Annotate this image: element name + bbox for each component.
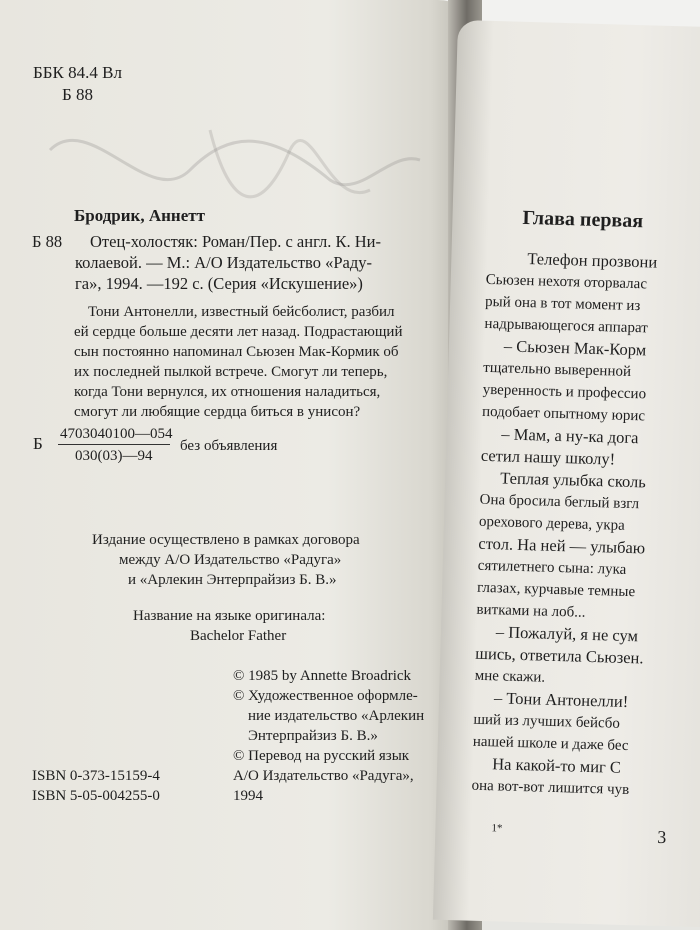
text-line: орехового дерева, укра <box>478 513 626 534</box>
annotation-line: ей сердце больше десяти лет назад. Подрастающий <box>74 324 403 340</box>
biblio-line-2: колаевой. — М.: А/О Издательство «Раду- <box>75 253 372 272</box>
original-title: Bachelor Father <box>190 628 287 644</box>
copyright-line: ние издательство «Арлекин <box>248 708 425 724</box>
text-line: На какой-то миг С <box>491 754 622 777</box>
bbk-index: Б 88 <box>62 85 94 104</box>
isbn-line: ISBN 5-05-004255-0 <box>32 788 160 804</box>
original-title-label: Название на языке оригинала: <box>133 608 326 624</box>
code-numerator: 4703040100—054 <box>60 426 173 442</box>
author-mark: Б 88 <box>32 232 63 251</box>
text-line: нашей школе и даже бес <box>472 733 629 755</box>
text-line: она вот-вот лишится чув <box>471 777 630 799</box>
annotation-line: Тони Антонелли, известный бейсболист, разбил <box>88 304 395 320</box>
text-line: надрывающегося аппарат <box>484 315 648 337</box>
isbn-line: ISBN 0-373-15159-4 <box>32 768 160 784</box>
page-number: 3 <box>656 826 667 848</box>
text-line: ший из лучших бейсбо <box>473 711 621 732</box>
chapter-title: Глава первая <box>522 206 644 233</box>
text-line: стол. На ней — улыбаю <box>478 533 646 558</box>
text-line: витками на лоб... <box>476 601 586 621</box>
text-line: Сьюзен нехотя оторвалас <box>485 271 648 293</box>
text-line: мне скажи. <box>474 667 546 686</box>
contract-line: и «Арлекин Энтерпрайзиз Б. В.» <box>128 572 337 588</box>
bbk-code: ББК 84.4 Вл <box>33 63 122 82</box>
copyright-line: © 1985 by Annette Broadrick <box>233 668 412 684</box>
text-line: Телефон прозвони <box>527 249 658 272</box>
text-line: – Тони Антонелли! <box>493 688 629 712</box>
copyright-line: © Перевод на русский язык <box>233 748 410 764</box>
copyright-line: 1994 <box>233 788 263 804</box>
copyright-line: Энтерпрайзиз Б. В.» <box>248 728 378 744</box>
text-line: рый она в тот момент из <box>484 293 641 315</box>
price-note: без объявления <box>180 438 278 454</box>
text-line: – Пожалуй, я не сум <box>495 622 639 646</box>
text-line: шись, ответила Сьюзен. <box>475 643 644 668</box>
text-line: – Сьюзен Мак-Корм <box>503 336 647 360</box>
annotation-line: смогут ли любящие сердца биться в унисон? <box>74 404 361 420</box>
author-heading: Бродрик, Аннетт <box>74 206 205 225</box>
copyright-line: © Художественное оформле- <box>233 688 418 704</box>
contract-line: Издание осуществлено в рамках договора <box>92 532 360 548</box>
code-denominator: 030(03)—94 <box>75 448 153 464</box>
biblio-line-1: Отец-холостяк: Роман/Пер. с англ. К. Ни- <box>90 232 381 251</box>
text-line: Она бросила беглый взгл <box>479 491 640 513</box>
text-line: сятилетнего сына: лука <box>477 557 627 578</box>
contract-line: между А/О Издательство «Радуга» <box>119 552 342 568</box>
copyright-line: А/О Издательство «Радуга», <box>233 768 414 784</box>
text-line: подобает опытному юрис <box>481 403 646 425</box>
text-line: Теплая улыбка сколь <box>499 468 647 492</box>
annotation-line: когда Тони вернулся, их отношения наладиться, <box>74 384 381 400</box>
text-line: глазах, курчавые темные <box>476 579 636 601</box>
text-line: – Мам, а ну-ка дога <box>501 424 639 448</box>
code-letter: Б <box>33 434 43 453</box>
annotation-line: сын постоянно напоминал Сьюзен Мак-Кормик об <box>74 344 399 360</box>
chapter-page <box>433 20 700 928</box>
annotation-line: их последней пылкой встрече. Смогут ли теперь, <box>74 364 388 380</box>
footnote-mark: 1* <box>491 822 503 835</box>
text-line: уверенность и профессио <box>482 381 647 403</box>
biblio-line-3: га», 1994. —192 с. (Серия «Искушение») <box>75 274 363 293</box>
text-line: тщательно выверенной <box>483 359 632 380</box>
text-line: сетил нашу школу! <box>480 445 616 469</box>
code-fraction-bar <box>58 444 170 445</box>
